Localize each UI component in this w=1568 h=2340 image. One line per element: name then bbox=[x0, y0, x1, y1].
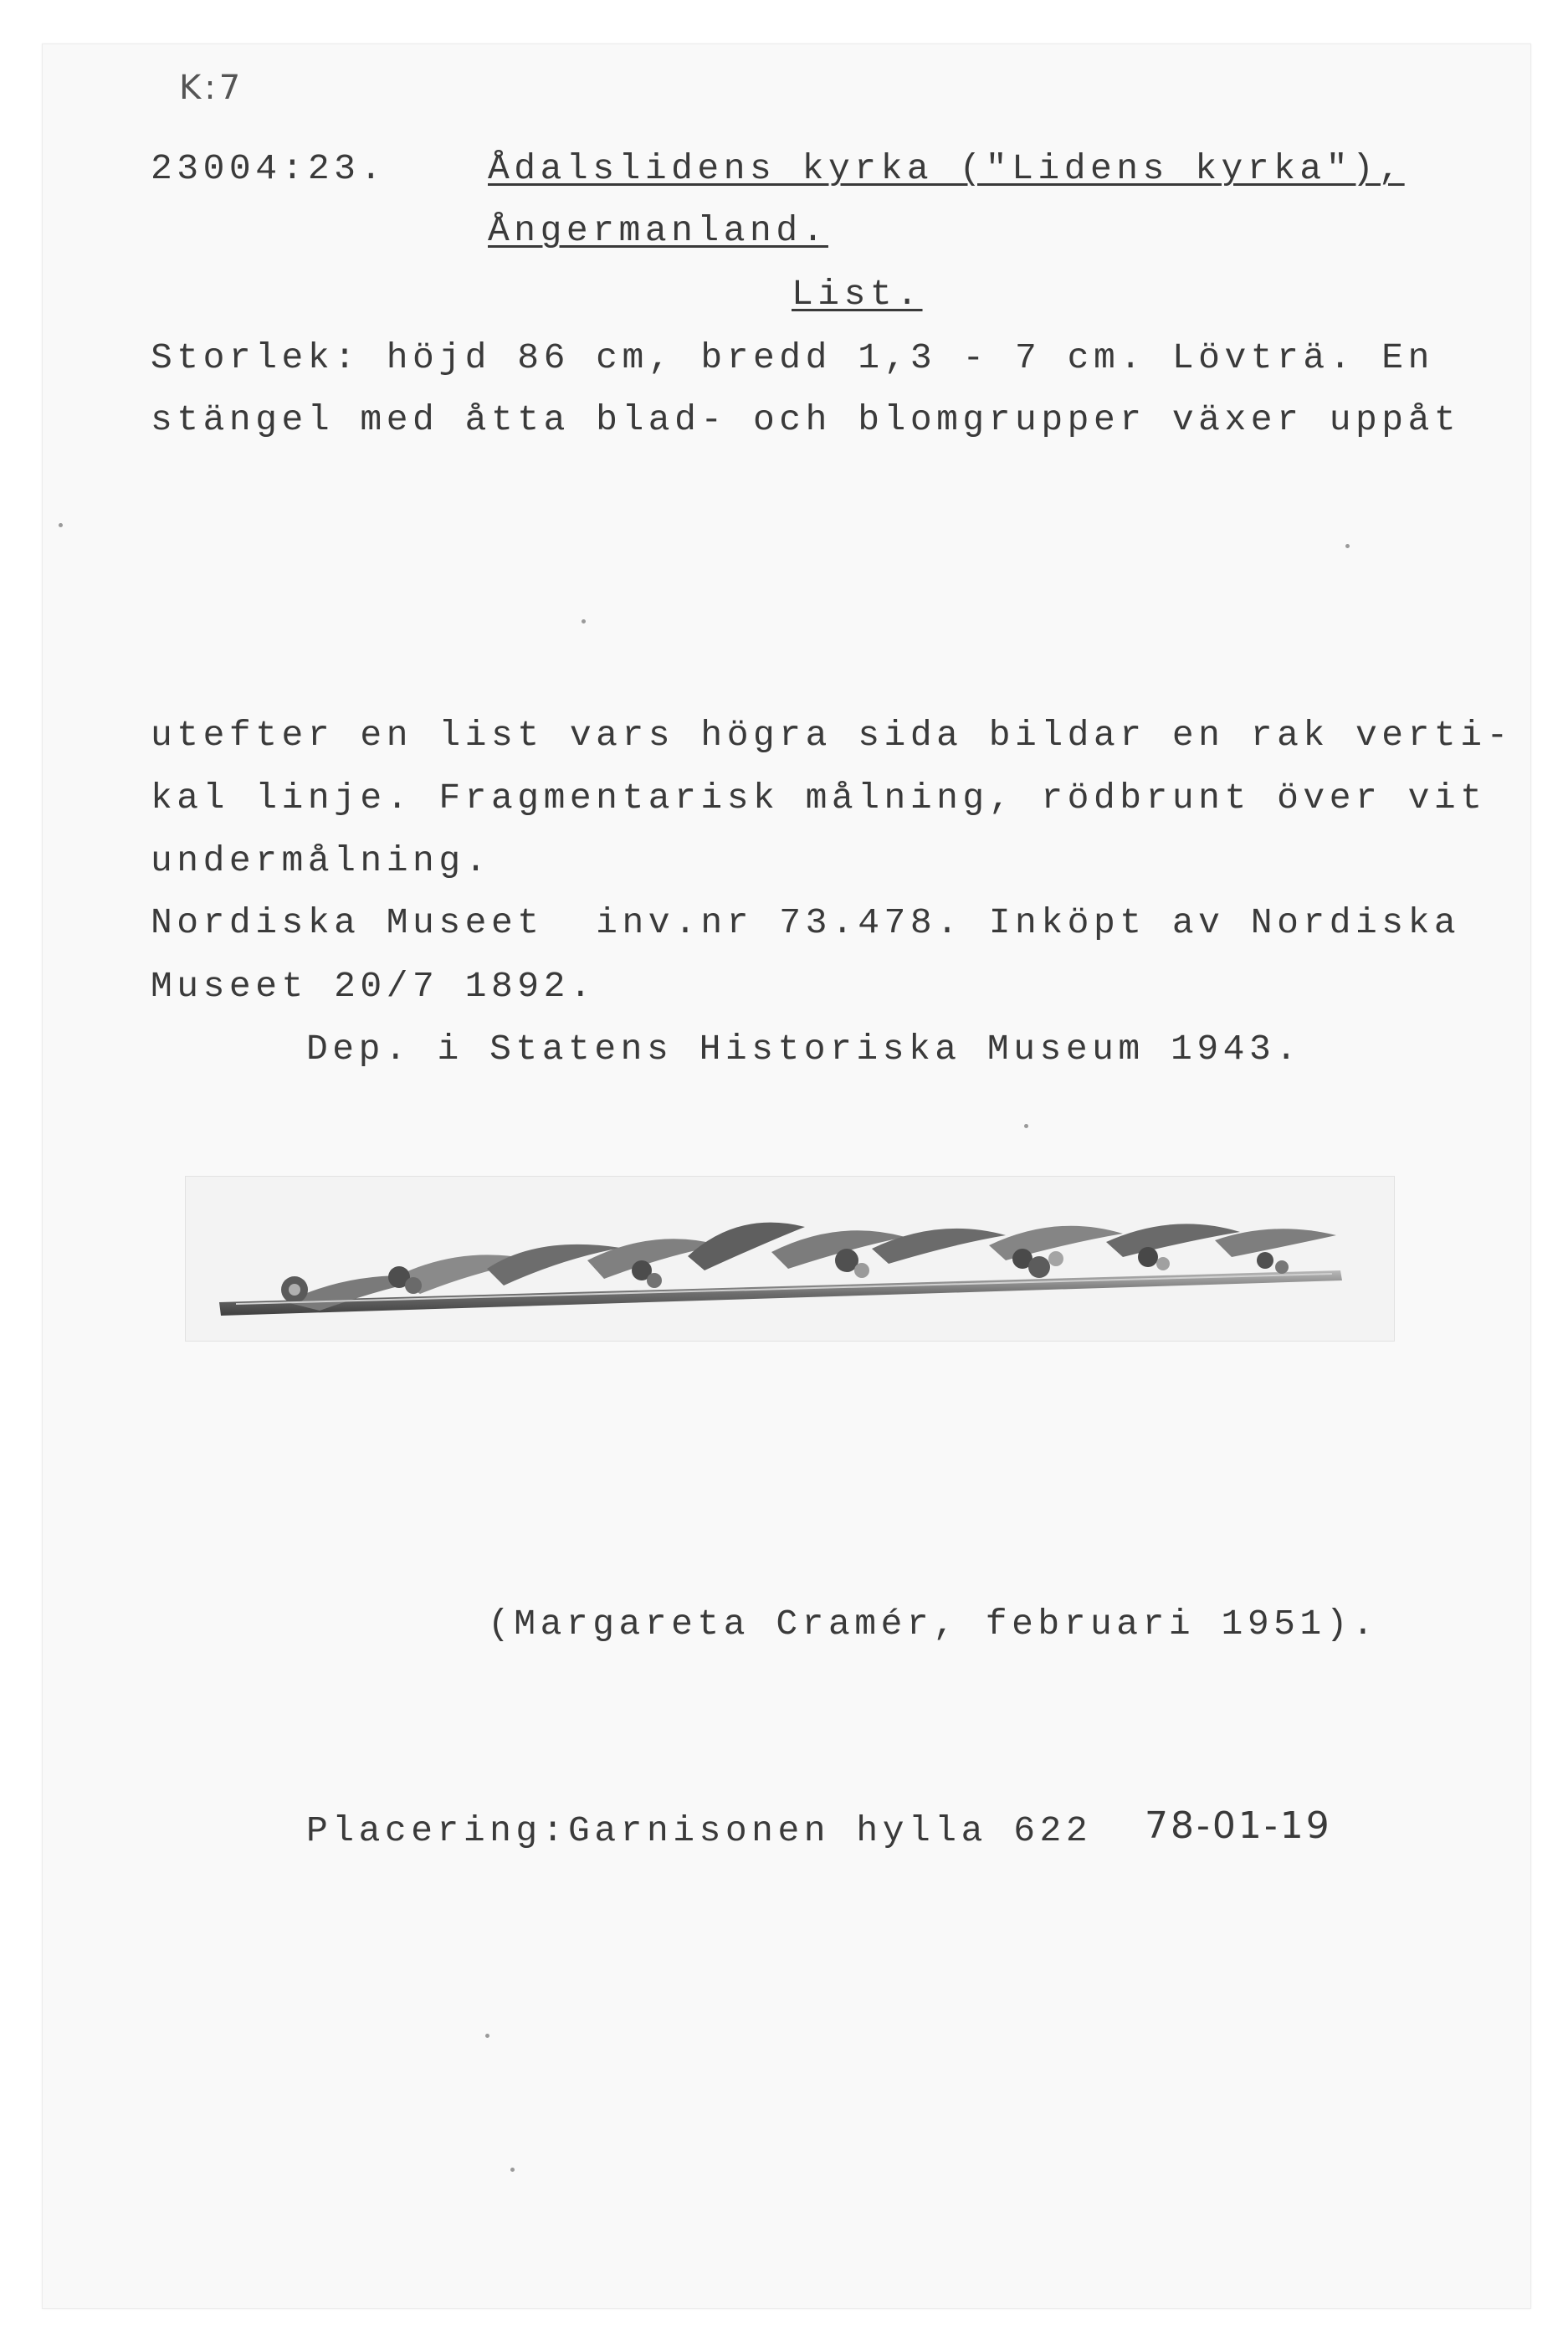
paper-speck bbox=[510, 2168, 515, 2172]
province-name: Ångermanland. bbox=[488, 210, 828, 251]
handwritten-reference: K:7 bbox=[179, 69, 244, 107]
paper-speck bbox=[582, 619, 586, 623]
description-line-5: undermålning. bbox=[151, 840, 491, 881]
description-line-4: kal linje. Fragmentarisk målning, rödbrunt över vit bbox=[151, 777, 1487, 818]
description-line-6: Nordiska Museet inv.nr 73.478. Inköpt av Nordiska bbox=[151, 902, 1461, 943]
placement-date: 78-01-19 bbox=[1145, 1804, 1332, 1847]
paper-speck bbox=[1024, 1124, 1028, 1128]
church-name: Ådalslidens kyrka ("Lidens kyrka"), bbox=[488, 148, 1405, 189]
paper-speck bbox=[485, 2034, 489, 2038]
description-line-7: Museet 20/7 1892. bbox=[151, 966, 597, 1007]
description-line-8: Dep. i Statens Historiska Museum 1943. bbox=[306, 1029, 1302, 1070]
object-title: List. bbox=[792, 274, 923, 315]
inventory-number: 23004:23. bbox=[151, 148, 387, 189]
description-line-2: stängel med åtta blad- och blomgrupper växer uppåt bbox=[151, 399, 1461, 440]
placement-label: Placering:Garnisonen hylla 622 bbox=[306, 1810, 1093, 1851]
author-note: (Margareta Cramér, februari 1951). bbox=[488, 1604, 1379, 1645]
paper-speck bbox=[59, 523, 63, 527]
description-line-1: Storlek: höjd 86 cm, bredd 1,3 - 7 cm. Lövträ. En bbox=[151, 337, 1434, 378]
object-photograph bbox=[185, 1176, 1395, 1342]
paper-speck bbox=[1345, 544, 1350, 548]
carved-molding-image bbox=[186, 1177, 1394, 1341]
description-line-3: utefter en list vars högra sida bildar en rak verti- bbox=[151, 715, 1513, 756]
